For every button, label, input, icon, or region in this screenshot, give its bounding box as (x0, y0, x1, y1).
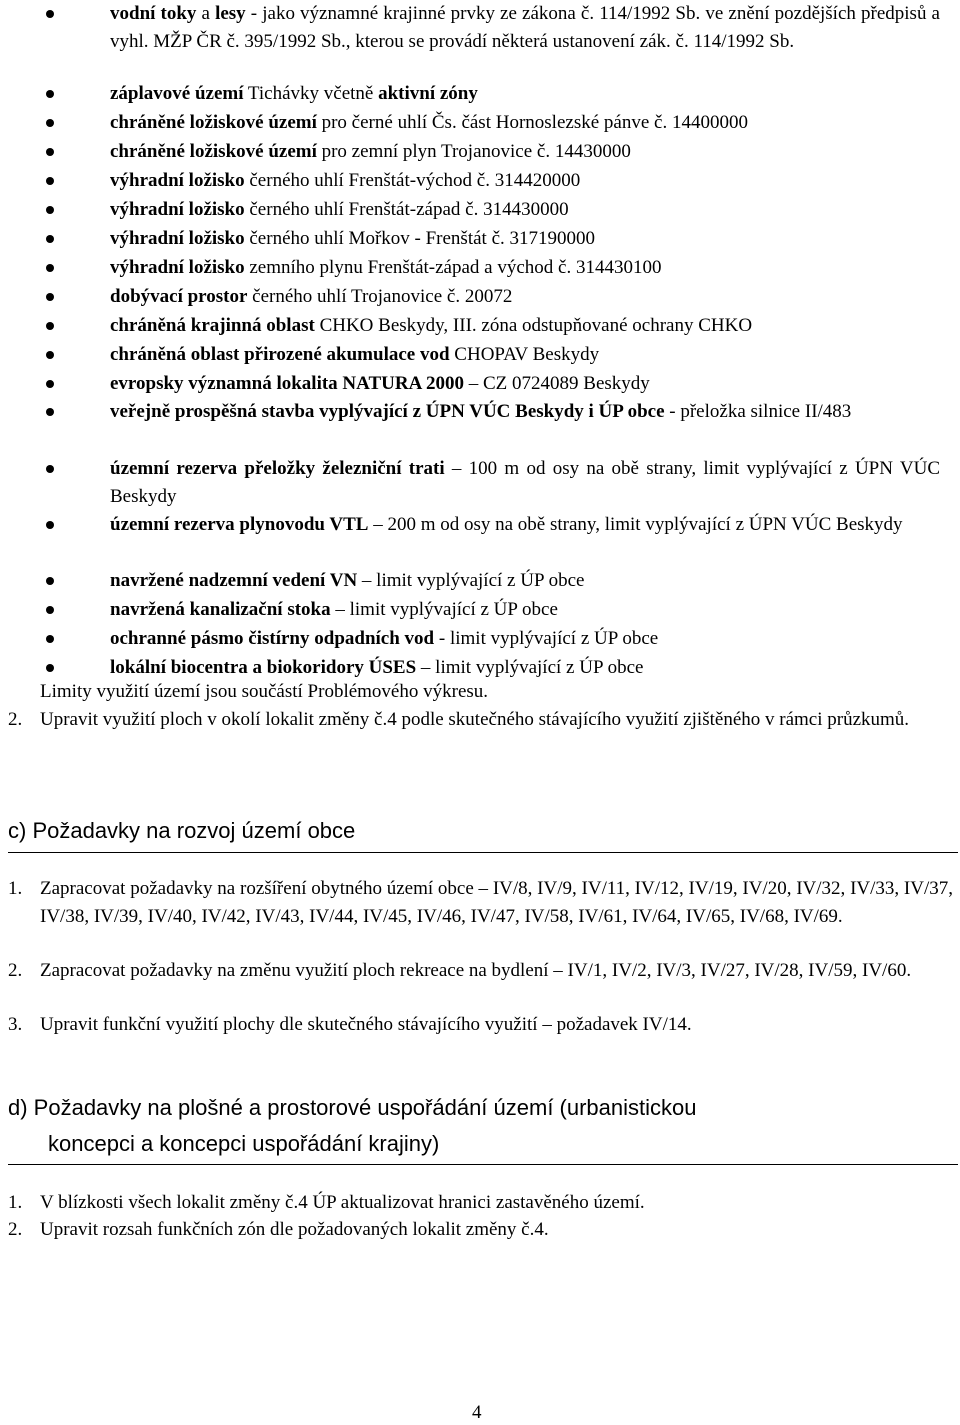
bullet-text (110, 455, 940, 511)
bullet-dot (46, 465, 54, 473)
bullet-text (110, 0, 940, 56)
bullet-dot (46, 10, 54, 18)
bullet-dot (46, 322, 54, 330)
bullet-bold-term: lokální biocentra a biokoridory ÚSES (110, 657, 417, 678)
bullet-description: – limit vyplývající z ÚP obce (416, 657, 644, 678)
bullet-description: černého uhlí Mořkov - Frenštát č. 317190000 (244, 228, 596, 249)
bullet-description: CHOPAV Beskydy (449, 344, 600, 365)
bullet-dot (46, 635, 54, 643)
bullet-bold-term: výhradní ložisko (110, 257, 245, 278)
bullet-text (110, 625, 940, 653)
bullet-description: - limit vyplývající z ÚP obce (434, 628, 659, 649)
bullet-dot (46, 664, 54, 672)
item-text: Upravit využití ploch v okolí lokalit změny č.4 podle skutečného stávajícího využití zjištěného v rámci průzkumů. (40, 709, 910, 730)
bullet-text (110, 283, 940, 311)
limits-note: Limity využití území jsou součástí Problémového výkresu. (40, 681, 489, 702)
bullet-text (110, 341, 940, 369)
bullet-bold-term: výhradní ložisko (110, 170, 245, 191)
item-text: V blízkosti všech lokalit změny č.4 ÚP aktualizovat hranici zastavěného území. (40, 1192, 645, 1213)
bullet-text (110, 370, 940, 398)
bullet-description: Tichávky včetně (243, 83, 379, 104)
bullet-bold-term: vodní toky (110, 3, 197, 24)
bullet-bold-term: ochranné pásmo čistírny odpadních vod (110, 628, 435, 649)
bullet-bold-term: evropsky významná lokalita NATURA 2000 (110, 373, 464, 394)
bullet-description: – 100 m od osy na obě strany, limit vyplývající z ÚPN VÚC Beskydy (110, 458, 940, 507)
section-divider (8, 852, 958, 853)
bullet-dot (46, 351, 54, 359)
bullet-bold-term: navržená kanalizační stoka (110, 599, 331, 620)
item-number: 1. (8, 1192, 23, 1213)
bullet-description: – CZ 0724089 Beskydy (464, 373, 650, 394)
section-d-heading-line2: koncepci a koncepci uspořádání krajiny) (48, 1131, 440, 1156)
bullet-description: - přeložka silnice II/483 (664, 401, 852, 422)
bullet-text (110, 138, 940, 166)
page-number: 4 (472, 1402, 482, 1423)
bullet-text (110, 596, 940, 624)
bullet-bold-term: územní rezerva plynovodu VTL (110, 514, 369, 535)
bullet-dot (46, 206, 54, 214)
bullet-dot (46, 119, 54, 127)
bullet-description: CHKO Beskydy, III. zóna odstupňované ochrany CHKO (314, 315, 753, 336)
bullet-dot (46, 521, 54, 529)
bullet-bold-term: aktivní zóny (378, 83, 478, 104)
bullet-description: – limit vyplývající z ÚP obce (330, 599, 558, 620)
bullet-bold-term: chráněná krajinná oblast (110, 315, 315, 336)
bullet-description: – limit vyplývající z ÚP obce (357, 570, 585, 591)
bullet-bold-term: veřejně prospěšná stavba vyplývající z ÚPN VÚC Beskydy i ÚP obce (110, 401, 665, 422)
bullet-text (110, 254, 940, 282)
bullet-description: černého uhlí Trojanovice č. 20072 (247, 286, 513, 307)
bullet-dot (46, 264, 54, 272)
bullet-description: pro černé uhlí Čs. část Hornoslezské pánve č. 14400000 (316, 112, 748, 133)
bullet-bold-term: dobývací prostor (110, 286, 248, 307)
bullet-bold-term: chráněné ložiskové území (110, 141, 317, 162)
bullet-text (110, 398, 940, 426)
bullet-text (110, 109, 940, 137)
bullet-bold-term: výhradní ložisko (110, 228, 245, 249)
bullet-dot (46, 235, 54, 243)
bullet-dot (46, 293, 54, 301)
bullet-dot (46, 606, 54, 614)
bullet-bold-term: chráněná oblast přirozené akumulace vod (110, 344, 450, 365)
bullet-text (110, 511, 940, 539)
bullet-bold-term: lesy (215, 3, 246, 24)
bullet-dot (46, 577, 54, 585)
section-divider (8, 1164, 958, 1165)
bullet-dot (46, 177, 54, 185)
bullet-text (110, 567, 940, 595)
bullet-text (110, 225, 940, 253)
item-number: 2. (8, 960, 23, 981)
item-number: 2. (8, 709, 23, 730)
bullet-bold-term: navržené nadzemní vedení VN (110, 570, 358, 591)
bullet-bold-term: chráněné ložiskové území (110, 112, 317, 133)
section-c-heading: c) Požadavky na rozvoj území obce (8, 818, 356, 843)
item-text: Upravit funkční využití plochy dle skutečného stávajícího využití – požadavek IV/14. (40, 1014, 692, 1035)
item-text: Zapracovat požadavky na změnu využití ploch rekreace na bydlení – IV/1, IV/2, IV/3, IV/27, IV/28, IV/59, IV/60. (40, 960, 912, 981)
bullet-description: a (196, 3, 216, 24)
item-text: Upravit rozsah funkčních zón dle požadovaných lokalit změny č.4. (40, 1219, 549, 1240)
bullet-description: - jako významné krajinné prvky ze zákona č. 114/1992 Sb. ve znění pozdějších předpisů a vyhl. MŽP ČR č. 395/1992 Sb., kterou se provádí některá ustanovení zák. č. 114/1992 Sb. (110, 3, 940, 52)
item-number: 2. (8, 1219, 23, 1240)
bullet-description: černého uhlí Frenštát-západ č. 314430000 (244, 199, 569, 220)
bullet-bold-term: záplavové území (110, 83, 244, 104)
bullet-description: – 200 m od osy na obě strany, limit vyplývající z ÚPN VÚC Beskydy (368, 514, 903, 535)
item-text: Zapracovat požadavky na rozšíření obytného území obce – IV/8, IV/9, IV/11, IV/12, IV/19, IV/20, IV/32, IV/33, IV/37, IV/38, IV/39, IV/40, IV/42, IV/43, IV/44, IV/45, IV/46, IV/47, IV/58, IV/61, IV/64, IV/65, IV/68, IV/69. (40, 878, 953, 927)
item-number: 1. (8, 878, 23, 899)
bullet-description: černého uhlí Frenštát-východ č. 314420000 (244, 170, 581, 191)
bullet-bold-term: výhradní ložisko (110, 199, 245, 220)
bullet-dot (46, 408, 54, 416)
bullet-text (110, 167, 940, 195)
bullet-description: pro zemní plyn Trojanovice č. 14430000 (316, 141, 631, 162)
bullet-text (110, 196, 940, 224)
item-number: 3. (8, 1014, 23, 1035)
bullet-dot (46, 148, 54, 156)
bullet-text (110, 80, 940, 108)
bullet-text (110, 312, 940, 340)
bullet-dot (46, 380, 54, 388)
bullet-bold-term: územní rezerva přeložky železniční trati (110, 458, 445, 479)
section-d-heading-line1: d) Požadavky na plošné a prostorové uspořádání území (urbanistickou (8, 1095, 697, 1120)
bullet-dot (46, 90, 54, 98)
bullet-description: zemního plynu Frenštát-západ a východ č. 314430100 (244, 257, 662, 278)
